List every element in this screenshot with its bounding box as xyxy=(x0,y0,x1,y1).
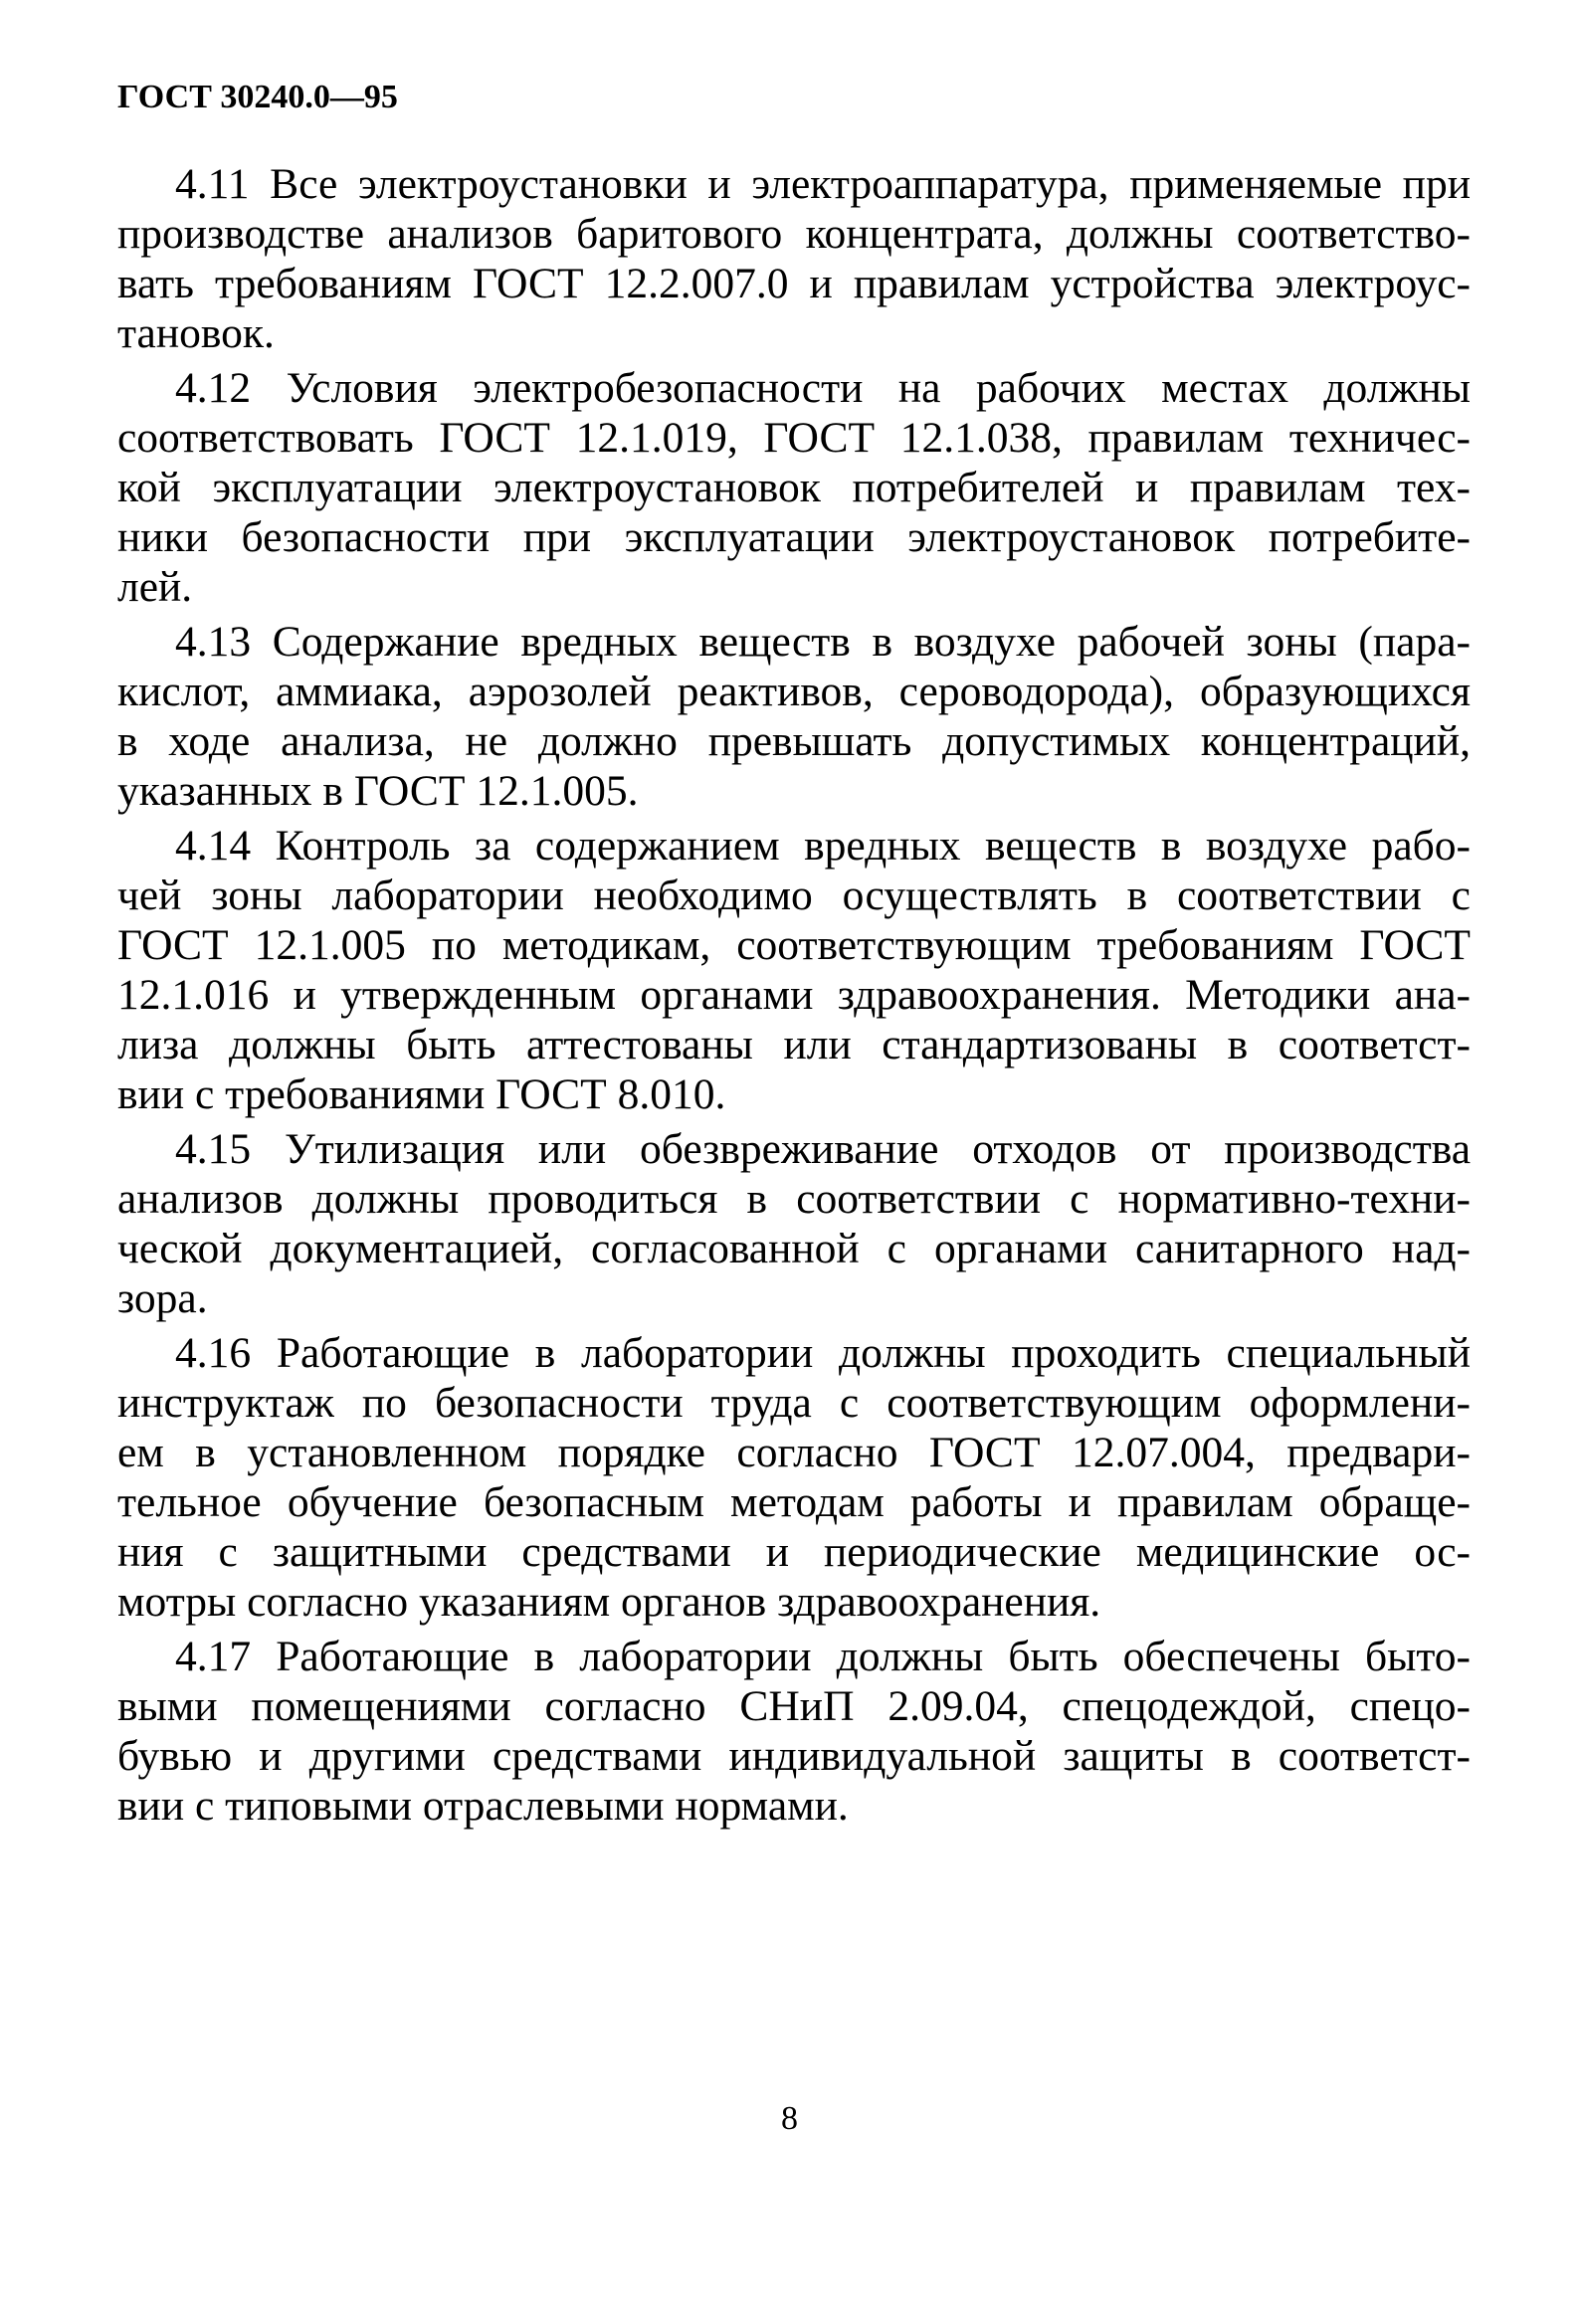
text-line: кой эксплуатации электроустановок потребителей и правилам тех- xyxy=(117,464,1471,511)
paragraph xyxy=(117,617,1471,816)
paragraph xyxy=(117,821,1471,1119)
text-line: ГОСТ 12.1.005 по методикам, соответствующим требованиям ГОСТ xyxy=(117,921,1471,969)
text-line: вии с типовыми отраслевыми нормами. xyxy=(117,1782,849,1830)
text-line: соответствовать ГОСТ 12.1.019, ГОСТ 12.1.038, правилам техничес- xyxy=(117,414,1471,462)
paragraph xyxy=(117,363,1471,612)
text-line: тановок. xyxy=(117,309,275,357)
paragraph xyxy=(117,1632,1471,1831)
text-line: зора. xyxy=(117,1274,208,1322)
text-line: 4.17 Работающие в лаборатории должны быть обеспечены быто- xyxy=(175,1633,1471,1680)
text-line: 4.11 Все электроустановки и электроаппаратура, применяемые при xyxy=(175,160,1471,208)
text-line: ники безопасности при эксплуатации электроустановок потребите- xyxy=(117,513,1471,561)
text-line: 4.13 Содержание вредных веществ в воздухе рабочей зоны (пара- xyxy=(175,618,1471,666)
text-line: чей зоны лаборатории необходимо осуществлять в соответствии с xyxy=(117,872,1471,919)
text-line: мотры согласно указаниям органов здравоохранения. xyxy=(117,1578,1101,1626)
text-line: вии с требованиями ГОСТ 8.010. xyxy=(117,1070,726,1118)
document-header: ГОСТ 30240.0—95 xyxy=(117,79,398,115)
text-line: ния с защитными средствами и периодические медицинские ос- xyxy=(117,1528,1471,1576)
text-line: 4.16 Работающие в лаборатории должны проходить специальный xyxy=(175,1329,1471,1377)
text-line: вать требованиям ГОСТ 12.2.007.0 и правилам устройства электроус- xyxy=(117,260,1471,307)
text-line: ческой документацией, согласованной с органами санитарного над- xyxy=(117,1225,1471,1272)
text-line: бувью и другими средствами индивидуальной защиты в соответст- xyxy=(117,1732,1471,1780)
text-line: производстве анализов баритового концентрата, должны соответство- xyxy=(117,210,1471,258)
paragraph xyxy=(117,1124,1471,1323)
text-line: лей. xyxy=(117,563,193,611)
text-line: кислот, аммиака, аэрозолей реактивов, сероводорода), образующихся xyxy=(117,668,1471,715)
paragraph xyxy=(117,159,1471,358)
text-line: указанных в ГОСТ 12.1.005. xyxy=(117,767,639,815)
text-line: 12.1.016 и утвержденным органами здравоохранения. Методики ана- xyxy=(117,971,1471,1019)
text-line: инструктаж по безопасности труда с соответствующим оформлени- xyxy=(117,1379,1471,1427)
text-line: тельное обучение безопасным методам работы и правилам обраще- xyxy=(117,1478,1471,1526)
text-line: 4.12 Условия электробезопасности на рабочих местах должны xyxy=(175,364,1471,412)
text-line: ем в установленном порядке согласно ГОСТ 12.07.004, предвари- xyxy=(117,1429,1471,1476)
page-number: 8 xyxy=(781,2100,798,2137)
text-line: лиза должны быть аттестованы или стандартизованы в соответст- xyxy=(117,1021,1471,1068)
paragraph xyxy=(117,1328,1471,1627)
text-line: 4.14 Контроль за содержанием вредных веществ в воздухе рабо- xyxy=(175,822,1471,870)
text-line: в ходе анализа, не должно превышать допустимых концентраций, xyxy=(117,717,1471,765)
document-body xyxy=(117,159,1471,1836)
text-line: анализов должны проводиться в соответствии с нормативно-техни- xyxy=(117,1175,1471,1223)
text-line: 4.15 Утилизация или обезвреживание отходов от производства xyxy=(175,1125,1471,1173)
text-line: выми помещениями согласно СНиП 2.09.04, спецодеждой, спецо- xyxy=(117,1682,1471,1730)
